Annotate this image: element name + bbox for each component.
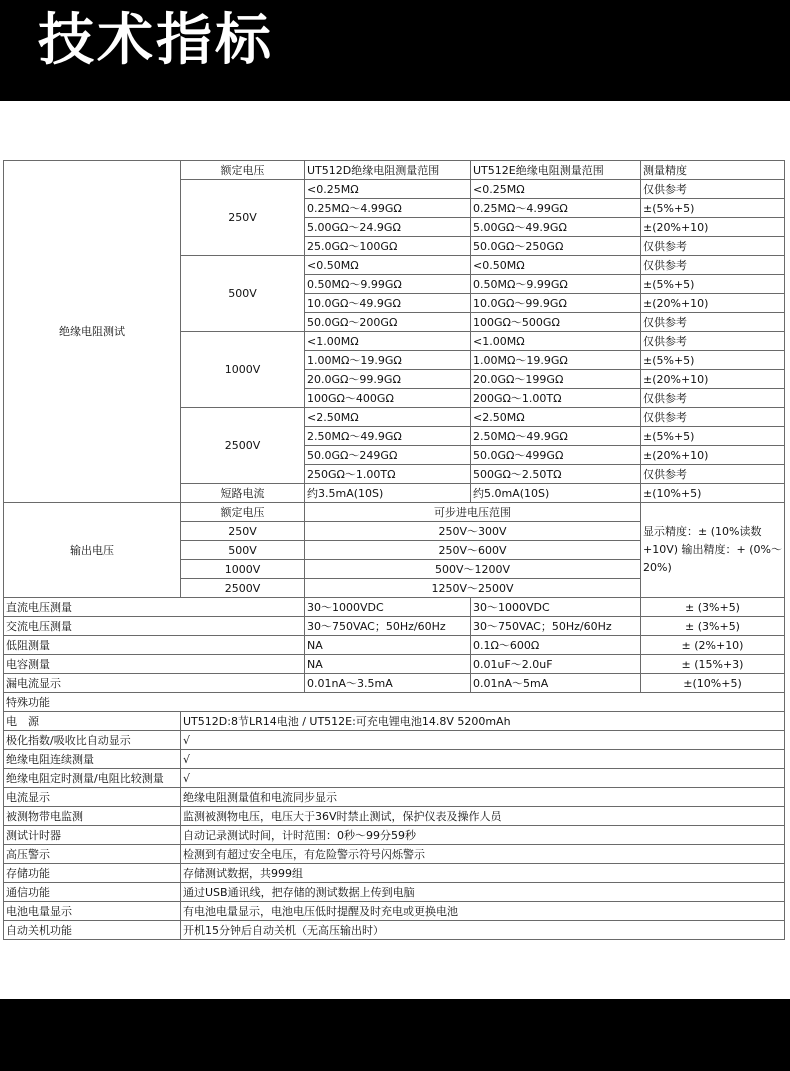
measure-name: 直流电压测量: [4, 598, 305, 617]
special-title-row: [4, 693, 785, 712]
rated-voltage-cell: 1000V: [181, 332, 305, 408]
function-name: 电池电量显示: [4, 902, 181, 921]
output-voltage-cell: 1000V: [181, 560, 305, 579]
measure-row: [4, 617, 785, 636]
accuracy-header: 测量精度: [641, 161, 785, 180]
spec-table-body: [4, 161, 785, 940]
function-description: 监测被测物电压，电压大于36V时禁止测试，保护仪表及操作人员: [181, 807, 785, 826]
special-row: [4, 845, 785, 864]
ut512e-range-cell: 50.0GΩ～499GΩ: [471, 446, 641, 465]
accuracy-cell: ±(20%+10): [641, 294, 785, 313]
measure-row: [4, 598, 785, 617]
measure-row: [4, 636, 785, 655]
measure-row: [4, 655, 785, 674]
step-range-cell: 250V～300V: [305, 522, 641, 541]
measure-accuracy: ± (3%+5): [641, 598, 785, 617]
ut512d-range-cell: <2.50MΩ: [305, 408, 471, 427]
accuracy-cell: ±(5%+5): [641, 351, 785, 370]
function-description: √: [181, 731, 785, 750]
measure-accuracy: ± (2%+10): [641, 636, 785, 655]
function-description: UT512D:8节LR14电池 / UT512E:可充电锂电池14.8V 5200mAh: [181, 712, 785, 731]
function-description: 有电池电量显示，电池电压低时提醒及时充电或更换电池: [181, 902, 785, 921]
output-accuracy-note: 显示精度：± (10%读数+10V) 输出精度：+ (0%～20%): [641, 503, 785, 598]
ut512e-short-current: 约5.0mA(10S): [471, 484, 641, 503]
ut512e-range-cell: 100GΩ～500GΩ: [471, 313, 641, 332]
ut512d-range-cell: 1.00MΩ～19.9GΩ: [305, 351, 471, 370]
ut512e-range-cell: 200GΩ～1.00TΩ: [471, 389, 641, 408]
measure-accuracy: ± (15%+3): [641, 655, 785, 674]
function-name: 通信功能: [4, 883, 181, 902]
special-row: [4, 921, 785, 940]
accuracy-cell: ±(20%+10): [641, 218, 785, 237]
insulation-test-label: 绝缘电阻测试: [4, 161, 181, 503]
special-functions-title: 特殊功能: [4, 693, 785, 712]
ut512d-range-cell: 20.0GΩ～99.9GΩ: [305, 370, 471, 389]
ut512d-measure-range: 30～1000VDC: [305, 598, 471, 617]
accuracy-cell: 仅供参考: [641, 237, 785, 256]
function-description: 绝缘电阻测量值和电流同步显示: [181, 788, 785, 807]
measure-accuracy: ± (3%+5): [641, 617, 785, 636]
special-row: [4, 826, 785, 845]
function-name: 绝缘电阻连续测量: [4, 750, 181, 769]
step-range-cell: 1250V～2500V: [305, 579, 641, 598]
function-name: 被测物带电监测: [4, 807, 181, 826]
ut512e-range-cell: <0.25MΩ: [471, 180, 641, 199]
ut512e-range-cell: <0.50MΩ: [471, 256, 641, 275]
ut512e-measure-range: 0.1Ω～600Ω: [471, 636, 641, 655]
accuracy-cell: 仅供参考: [641, 408, 785, 427]
function-description: 检测到有超过安全电压，有危险警示符号闪烁警示: [181, 845, 785, 864]
ut512e-range-cell: 500GΩ～2.50TΩ: [471, 465, 641, 484]
function-name: 电流显示: [4, 788, 181, 807]
function-description: √: [181, 769, 785, 788]
output-rated-voltage-header: 额定电压: [181, 503, 305, 522]
function-description: 开机15分钟后自动关机（无高压输出时）: [181, 921, 785, 940]
special-row: [4, 731, 785, 750]
ut512d-range-cell: <1.00MΩ: [305, 332, 471, 351]
measure-accuracy: ±(10%+5): [641, 674, 785, 693]
rated-voltage-header: 额定电压: [181, 161, 305, 180]
ut512d-range-cell: 2.50MΩ～49.9GΩ: [305, 427, 471, 446]
special-row: [4, 902, 785, 921]
accuracy-cell: ±(5%+5): [641, 427, 785, 446]
output-header-row: [4, 503, 785, 522]
function-description: √: [181, 750, 785, 769]
ut512e-range-cell: <2.50MΩ: [471, 408, 641, 427]
ut512d-range-cell: 50.0GΩ～200GΩ: [305, 313, 471, 332]
measure-name: 低阻测量: [4, 636, 305, 655]
function-name: 极化指数/吸收比自动显示: [4, 731, 181, 750]
accuracy-cell: 仅供参考: [641, 465, 785, 484]
ut512d-range-cell: <0.50MΩ: [305, 256, 471, 275]
accuracy-cell: 仅供参考: [641, 389, 785, 408]
function-name: 高压警示: [4, 845, 181, 864]
function-name: 测试计时器: [4, 826, 181, 845]
special-row: [4, 864, 785, 883]
rated-voltage-cell: 2500V: [181, 408, 305, 484]
accuracy-cell: ±(20%+10): [641, 446, 785, 465]
special-row: [4, 788, 785, 807]
ut512d-measure-range: 0.01nA～3.5mA: [305, 674, 471, 693]
ut512d-range-cell: 10.0GΩ～49.9GΩ: [305, 294, 471, 313]
accuracy-cell: 仅供参考: [641, 180, 785, 199]
function-description: 通过USB通讯线，把存储的测试数据上传到电脑: [181, 883, 785, 902]
insulation-header-row: [4, 161, 785, 180]
rated-voltage-cell: 500V: [181, 256, 305, 332]
special-row: [4, 769, 785, 788]
step-range-cell: 250V～600V: [305, 541, 641, 560]
ut512d-range-cell: 50.0GΩ～249GΩ: [305, 446, 471, 465]
ut512e-range-header: UT512E绝缘电阻测量范围: [471, 161, 641, 180]
function-name: 绝缘电阻定时测量/电阻比较测量: [4, 769, 181, 788]
accuracy-cell: ±(5%+5): [641, 199, 785, 218]
output-voltage-cell: 2500V: [181, 579, 305, 598]
rated-voltage-cell: 250V: [181, 180, 305, 256]
ut512e-range-cell: 0.50MΩ～9.99GΩ: [471, 275, 641, 294]
accuracy-cell: 仅供参考: [641, 332, 785, 351]
header-bar: [0, 0, 790, 101]
ut512e-range-cell: 0.25MΩ～4.99GΩ: [471, 199, 641, 218]
ut512d-range-cell: 0.50MΩ～9.99GΩ: [305, 275, 471, 294]
accuracy-cell: ±(20%+10): [641, 370, 785, 389]
footer-bar: [0, 999, 790, 1071]
accuracy-cell: 仅供参考: [641, 313, 785, 332]
output-voltage-label: 输出电压: [4, 503, 181, 598]
ut512e-range-cell: 50.0GΩ～250GΩ: [471, 237, 641, 256]
special-row: [4, 712, 785, 731]
ut512e-range-cell: <1.00MΩ: [471, 332, 641, 351]
spec-table: [3, 160, 785, 940]
ut512d-range-header: UT512D绝缘电阻测量范围: [305, 161, 471, 180]
accuracy-cell: 仅供参考: [641, 256, 785, 275]
special-row: [4, 807, 785, 826]
measure-name: 漏电流显示: [4, 674, 305, 693]
function-name: 存储功能: [4, 864, 181, 883]
special-row: [4, 883, 785, 902]
ut512d-range-cell: 0.25MΩ～4.99GΩ: [305, 199, 471, 218]
output-voltage-cell: 500V: [181, 541, 305, 560]
ut512d-measure-range: 30～750VAC；50Hz/60Hz: [305, 617, 471, 636]
function-name: 自动关机功能: [4, 921, 181, 940]
function-name: 电 源: [4, 712, 181, 731]
output-voltage-cell: 250V: [181, 522, 305, 541]
ut512d-range-cell: <0.25MΩ: [305, 180, 471, 199]
ut512e-range-cell: 10.0GΩ～99.9GΩ: [471, 294, 641, 313]
ut512d-range-cell: 25.0GΩ～100GΩ: [305, 237, 471, 256]
measure-row: [4, 674, 785, 693]
ut512d-short-current: 约3.5mA(10S): [305, 484, 471, 503]
ut512d-measure-range: NA: [305, 655, 471, 674]
ut512d-range-cell: 100GΩ～400GΩ: [305, 389, 471, 408]
short-current-accuracy: ±(10%+5): [641, 484, 785, 503]
accuracy-cell: ±(5%+5): [641, 275, 785, 294]
ut512e-range-cell: 2.50MΩ～49.9GΩ: [471, 427, 641, 446]
ut512e-measure-range: 30～1000VDC: [471, 598, 641, 617]
ut512d-range-cell: 250GΩ～1.00TΩ: [305, 465, 471, 484]
measure-name: 交流电压测量: [4, 617, 305, 636]
ut512e-measure-range: 0.01nA～5mA: [471, 674, 641, 693]
ut512e-measure-range: 0.01uF～2.0uF: [471, 655, 641, 674]
ut512e-range-cell: 1.00MΩ～19.9GΩ: [471, 351, 641, 370]
ut512e-range-cell: 20.0GΩ～199GΩ: [471, 370, 641, 389]
special-row: [4, 750, 785, 769]
step-range-header: 可步进电压范围: [305, 503, 641, 522]
step-range-cell: 500V～1200V: [305, 560, 641, 579]
page-title: 技术指标: [38, 8, 274, 73]
measure-name: 电容测量: [4, 655, 305, 674]
ut512e-range-cell: 5.00GΩ～49.9GΩ: [471, 218, 641, 237]
short-circuit-label: 短路电流: [181, 484, 305, 503]
ut512d-measure-range: NA: [305, 636, 471, 655]
function-description: 存储测试数据，共999组: [181, 864, 785, 883]
function-description: 自动记录测试时间，计时范围：0秒～99分59秒: [181, 826, 785, 845]
ut512e-measure-range: 30～750VAC；50Hz/60Hz: [471, 617, 641, 636]
ut512d-range-cell: 5.00GΩ～24.9GΩ: [305, 218, 471, 237]
